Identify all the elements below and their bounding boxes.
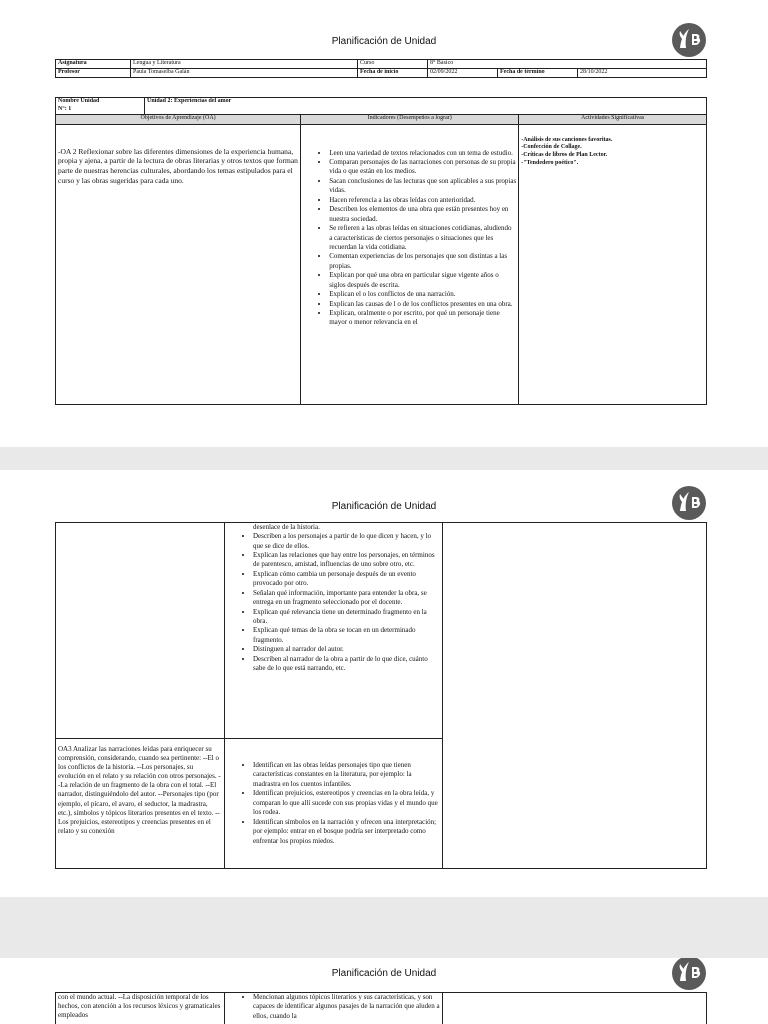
indicator-item: • Señalan qué información, importante para entender la obra, se entrega en un fragmento seleccionado por el docente. [253, 589, 440, 608]
indicator-list [227, 761, 440, 846]
header-actividades: Actividades Significativas [519, 114, 707, 124]
plan-table-continued [55, 992, 707, 1024]
indicator-item: • Comentan experiencias de los personajes que son distintas a las propias. [329, 252, 516, 271]
oa-empty-cell [56, 523, 225, 739]
info-table [55, 59, 707, 78]
indicator-item: • Identifican prejuicios, estereotipos y creencias en la obra leída, y comparan lo que allí sucede con sus propias vidas y el mundo que los rodea. [253, 789, 440, 817]
header-oa: Objetivos de Aprendizaje (OA) [56, 114, 301, 124]
indicator-continuation: desenlace de la historia. [253, 523, 320, 531]
indicator-item: • Explican cómo cambia un personaje después de un evento provocado por otro. [253, 570, 440, 589]
indicator-item: • Sacan conclusiones de las lecturas que son aplicables a sus propias vidas. [329, 177, 516, 196]
oa2-text: -OA 2 Reflexionar sobre las diferentes dimensiones de la experiencia humana, propia y ajena, a partir de la lectura de obras literarias y otros textos que forman parte de nuestras herencias culturales, abordando los temas estipulados para el curso y las obras sugeridas para cada uno. [56, 124, 301, 404]
curso-value: 8° Básico [428, 60, 707, 69]
activities-empty-cell [443, 523, 707, 869]
indicator-item: • Comparan personajes de las narraciones con personas de su propia vida o que están en los medios. [329, 158, 516, 177]
indicator-item: • Explican el o los conflictos de una narración. [329, 290, 516, 299]
indicator-item: • Explican qué temas de la obra se tocan en un determinado fragmento. [253, 626, 440, 645]
indicator-item: • Identifican símbolos en la narración y ofrecen una interpretación; por ejemplo: entrar en el bosque podría ser interpretado como enfrentar los propios miedos. [253, 818, 440, 846]
plan-table [55, 97, 707, 405]
unit-name-value: Unidad 2: Experiencias del amor [145, 98, 707, 115]
indicator-list [227, 532, 440, 674]
activity-item: -"Tendedero poético". [521, 159, 579, 166]
indicator-item: • Leen una variedad de textos relacionados con un tema de estudio. [329, 149, 516, 158]
document-page-3 [0, 958, 768, 1024]
indicator-list [303, 149, 516, 328]
indicator-item: • Explican las causas de l o de los conflictos presentes en una obra. [329, 300, 516, 309]
indicator-item: • Describen a los personajes a partir de lo que dicen y hacen, y lo que se dice de ellos. [253, 532, 440, 551]
indicators-cell [301, 124, 519, 404]
indicator-item: • Describen al narrador de la obra a partir de lo que dice, cuánto sabe de lo que está narrando, etc. [253, 655, 440, 674]
profesor-value: Paula Tomaselba Galán [131, 69, 358, 78]
unit-name-cell [56, 98, 145, 115]
unit-name-label: Nombre Unidad [58, 98, 100, 104]
indicator-item: • Mencionan algunos tópicos literarios y sus características, y son capaces de identificar algunos pasajes de la narración que aluden a ellos, cuando la [253, 993, 440, 1021]
school-logo-icon [671, 22, 707, 58]
school-logo-icon [671, 958, 707, 991]
page-title: Planificación de Unidad [331, 968, 437, 979]
header-indicadores: Indicadores (Desempeños a lograr) [301, 114, 519, 124]
indicator-item: • Distinguen al narrador del autor. [253, 645, 440, 654]
asignatura-label: Asignatura [56, 60, 131, 69]
indicator-item: • Explican, oralmente o por escrito, por qué un personaje tiene mayor o menor relevancia en el [329, 309, 516, 328]
activity-item: -Análisis de sus canciones favoritas. [521, 136, 613, 143]
indicator-list [227, 993, 440, 1021]
document-page-2 [0, 470, 768, 897]
oa3-text: OA3 Analizar las narraciones leídas para enriquecer su comprensión, considerando, cuando sea pertinente: --El o los conflictos de la historia. --Los personajes, su evolución en el relato y su relación con otros personajes. --La relación de un fragmento de la obra con el total. --El narrador, distinguiéndolo del autor. --Personajes tipo (por ejemplo, el pícaro, el avaro, el seductor, la madrastra, etc.), símbolos y tópicos literarios presentes en el texto. --Los prejuicios, estereotipos y creencias presentes en el relato y su conexión [56, 739, 225, 869]
profesor-label: Profesor [56, 69, 131, 78]
curso-label: Curso [358, 60, 428, 69]
indicator-item: • Explican las relaciones que hay entre los personajes, en términos de parentesco, amistad, influencias de uno sobre otro, etc. [253, 551, 440, 570]
fecha-termino-value: 28/10/2022 [578, 69, 707, 78]
plan-table-continued [55, 522, 707, 869]
unit-number: N°: 1 [58, 105, 72, 112]
indicator-item: • Explican qué relevancia tiene un determinado fragmento en la obra. [253, 608, 440, 627]
indicators-oa3-cell [225, 739, 443, 869]
indicator-item: • Identifican en las obras leídas personajes tipo que tienen características constantes en la literatura, por ejemplo: la madrastra en los cuentos infantiles. [253, 761, 440, 789]
activity-item: -Confección de Collage. [521, 144, 582, 151]
activities-empty-cell [443, 993, 707, 1024]
fecha-inicio-label: Fecha de inicio [358, 69, 428, 78]
oa3-continuation: con el mundo actual. --La disposición temporal de los hechos, con atención a los recursos léxicos y gramaticales empleados [56, 993, 225, 1024]
activity-item: -Críticas de libros de Plan Lector. [521, 152, 608, 159]
fecha-inicio-value: 02/09/2022 [428, 69, 498, 78]
document-page-1 [0, 0, 768, 447]
indicator-item: • Se refieren a las obras leídas en situaciones cotidianas, aludiendo a características de ciertos personajes o situaciones que les recuerdan la vida cotidiana. [329, 224, 516, 252]
asignatura-value: Lengua y Literatura [131, 60, 358, 69]
indicator-item: • Describen los elementos de una obra que están presentes hoy en nuestra sociedad. [329, 205, 516, 224]
activities-cell [519, 124, 707, 404]
page-title: Planificación de Unidad [331, 501, 437, 512]
indicators-cell [225, 993, 443, 1024]
fecha-termino-label: Fecha de término [498, 69, 578, 78]
indicators-cell [225, 523, 443, 739]
page-title: Planificación de Unidad [331, 36, 437, 47]
school-logo-icon [671, 485, 707, 521]
indicator-item: • Hacen referencia a las obras leídas con anterioridad. [329, 196, 516, 205]
indicator-item: • Explican por qué una obra en particular sigue vigente años o siglos después de escrita. [329, 271, 516, 290]
